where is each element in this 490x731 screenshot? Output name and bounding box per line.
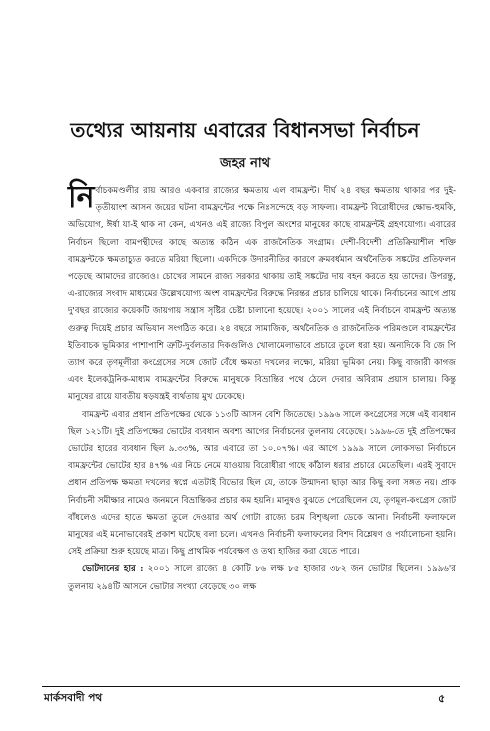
paragraph-1-text: র্বাচকমণ্ডলীর রায় আরও একবার রাজ্যের ক্ষমতায় এল বামফ্রন্ট। দীর্ঘ ২৪ বছর ক্ষমতায় থাকার পর দুই-তৃতীয়াংশ আসন জয়ের ঘটনা বামফ্রন্টের পক্ষে নিঃসন্দেহে বড় সাফল্য। বামফ্রন্ট বিরোধীদের ক্ষোভ-হুমকি, অভিযোগ, ঈর্ষা যা-ই থাক না কেন, এখনও এই রাজ্যে বিপুল অংশের মানুষের কাছে বামফ্রন্টই গ্রহণযোগ্য। এবারের নির্বাচন ছিলো বামপন্থীদের কাছে অত্যন্ত কঠিন এক রাজনৈতিক সংগ্রাম। দেশী-বিদেশী প্রতিক্রিয়াশীল শক্তি বামফ্রন্টকে ক্ষমতাচ্যুত করতে মরিয়া ছিলো। একদিকে উদারনীতির কারণে ক্রমবর্ধমান অর্থনৈতিক সঙ্কটের প্রতিফলন পড়েছে আমাদের রাজ্যেও। চোখের সামনে রাজ্য সরকার থাকায় তাই সঙ্কটের দায় বহন করতে হয় তাদের। উপরন্তু, এ-রাজ্যের সংবাদ মাধ্যমের উল্লেখযোগ্য অংশ বামফ্রন্টের বিরুদ্ধে নিরন্তর প্রচার চালিয়ে থাকে। নির্বাচনের আগে প্রায় দু'বছর রাজ্যের কয়েকটি জায়গায় সন্ত্রাস সৃষ্টির চেষ্টা চালানো হয়েছে। ২০০১ সালের এই নির্বাচনে বামফ্রন্ট অত্যন্ত গুরুত্ব দিয়েই প্রচার অভিযান সংগঠিত করে। ২৪ বছরে সামাজিক, অর্থনৈতিক ও রাজনৈতিক পরিমণ্ডলে বামফ্রন্টের ইতিবাচক ভূমিকার পাশাপাশি ত্রুটি-দুর্বলতার দিকগুলিও খোলামেলাভাবে প্রচারে তুলে ধরা হয়। অন্যদিকে বি জে পি ত্যাগ করে তৃণমূলীরা কংগ্রেসের সঙ্গে জোট বেঁধে ক্ষমতা দখলের লক্ষ্যে, মরিয়া ভূমিকা নেয়। কিছু বাজারী কাগজ এবং ইলেকট্রনিক-মাধ্যম বামফ্রন্টের বিরুদ্ধে মানুষকে বিভ্রান্তির পথে ঠেলে দেবার অবিরাম প্রয়াস চালায়। কিন্তু মানুষের রায়ে যাবতীয় ষড়যন্ত্রই ব্যর্থতায় মুখ ঢেকেছে। [68,186,456,403]
section-heading-voting-rate: ভোটদানের হার : [82,564,144,575]
paragraph-1 [68,180,456,407]
paragraph-3 [68,561,456,595]
paragraph-3-text: ২০০১ সালে রাজ্যে ৪ কোটি ৮৬ লক্ষ ৮৫ হাজার ৩৮২ জন ভোটার ছিলেন। ১৯৯৬'র তুলনায় ২৯৪টি আসনে ভোটার সংখ্যা বেড়েছে ৩০ লক্ষ [68,564,456,592]
article-title: তথ্যের আয়নায় এবারের বিধানসভা নির্বাচন [70,118,420,142]
journal-name: মার্কসবাদী পথ [44,692,103,704]
article-body [68,180,456,596]
drop-cap: নি [68,180,95,215]
page-number: ৫ [438,692,446,705]
article-author: জহর নাথ [219,156,271,171]
paragraph-2: বামফ্রন্ট এবার প্রধান প্রতিপক্ষের থেকে ১১৩টি আসন বেশি জিতেছে। ১৯৯৬ সালে কংগ্রেসের সঙ্গে এই ব্যবধান ছিল ১২১টি। দুই প্রতিপক্ষের ভোটের ব্যবধান অবশ্য আগের নির্বাচনের তুলনায় বেড়েছে। ১৯৯৬-তে দুই প্রতিপক্ষের ভোটের হারের ব্যবধান ছিল ৯.৩৩%, আর এবারে তা ১০.০৭%। এর আগে ১৯৯৯ সালে লোকসভা নির্বাচনে বামফ্রন্টের ভোটের হার ৪৭% এর নিচে নেমে যাওয়ায় বিরোধীরা গাছে কাঁঠাল ধরার প্রচারে মেতেছিল। এরই সুবাদে প্রধান প্রতিপক্ষ ক্ষমতা দখলের স্বপ্নে এতটাই বিভোর ছিল যে, তাকে উন্মাদনা ছাড়া আর কিছু বলা সঙ্গত নয়। প্রাক নির্বাচনী সমীক্ষার নামেও জনমনে বিভ্রান্তিকর প্রচার কম হয়নি। মানুষও বুঝতে পেরেছিলেন যে, তৃণমূল-কংগ্রেস জোট বাঁধলেও এদের হাতে ক্ষমতা তুলে দেওয়ার অর্থ গোটা রাজ্যে চরম বিশৃঙ্খলা ডেকে আনা। নির্বাচনী ফলাফলে মানুষের এই মনোভাবেরই প্রকাশ ঘটেছে বলা চলে। এখনও নির্বাচনী ফলাফলের বিশদ বিশ্লেষণ ও পর্যালোচনা হয়নি। সেই প্রক্রিয়া শুরু হয়েছে মাত্র। কিছু প্রাথমিক পর্যবেক্ষণ ও তথ্য হাজির করা যেতে পারে। [68,409,456,558]
footer-divider [42,686,460,687]
